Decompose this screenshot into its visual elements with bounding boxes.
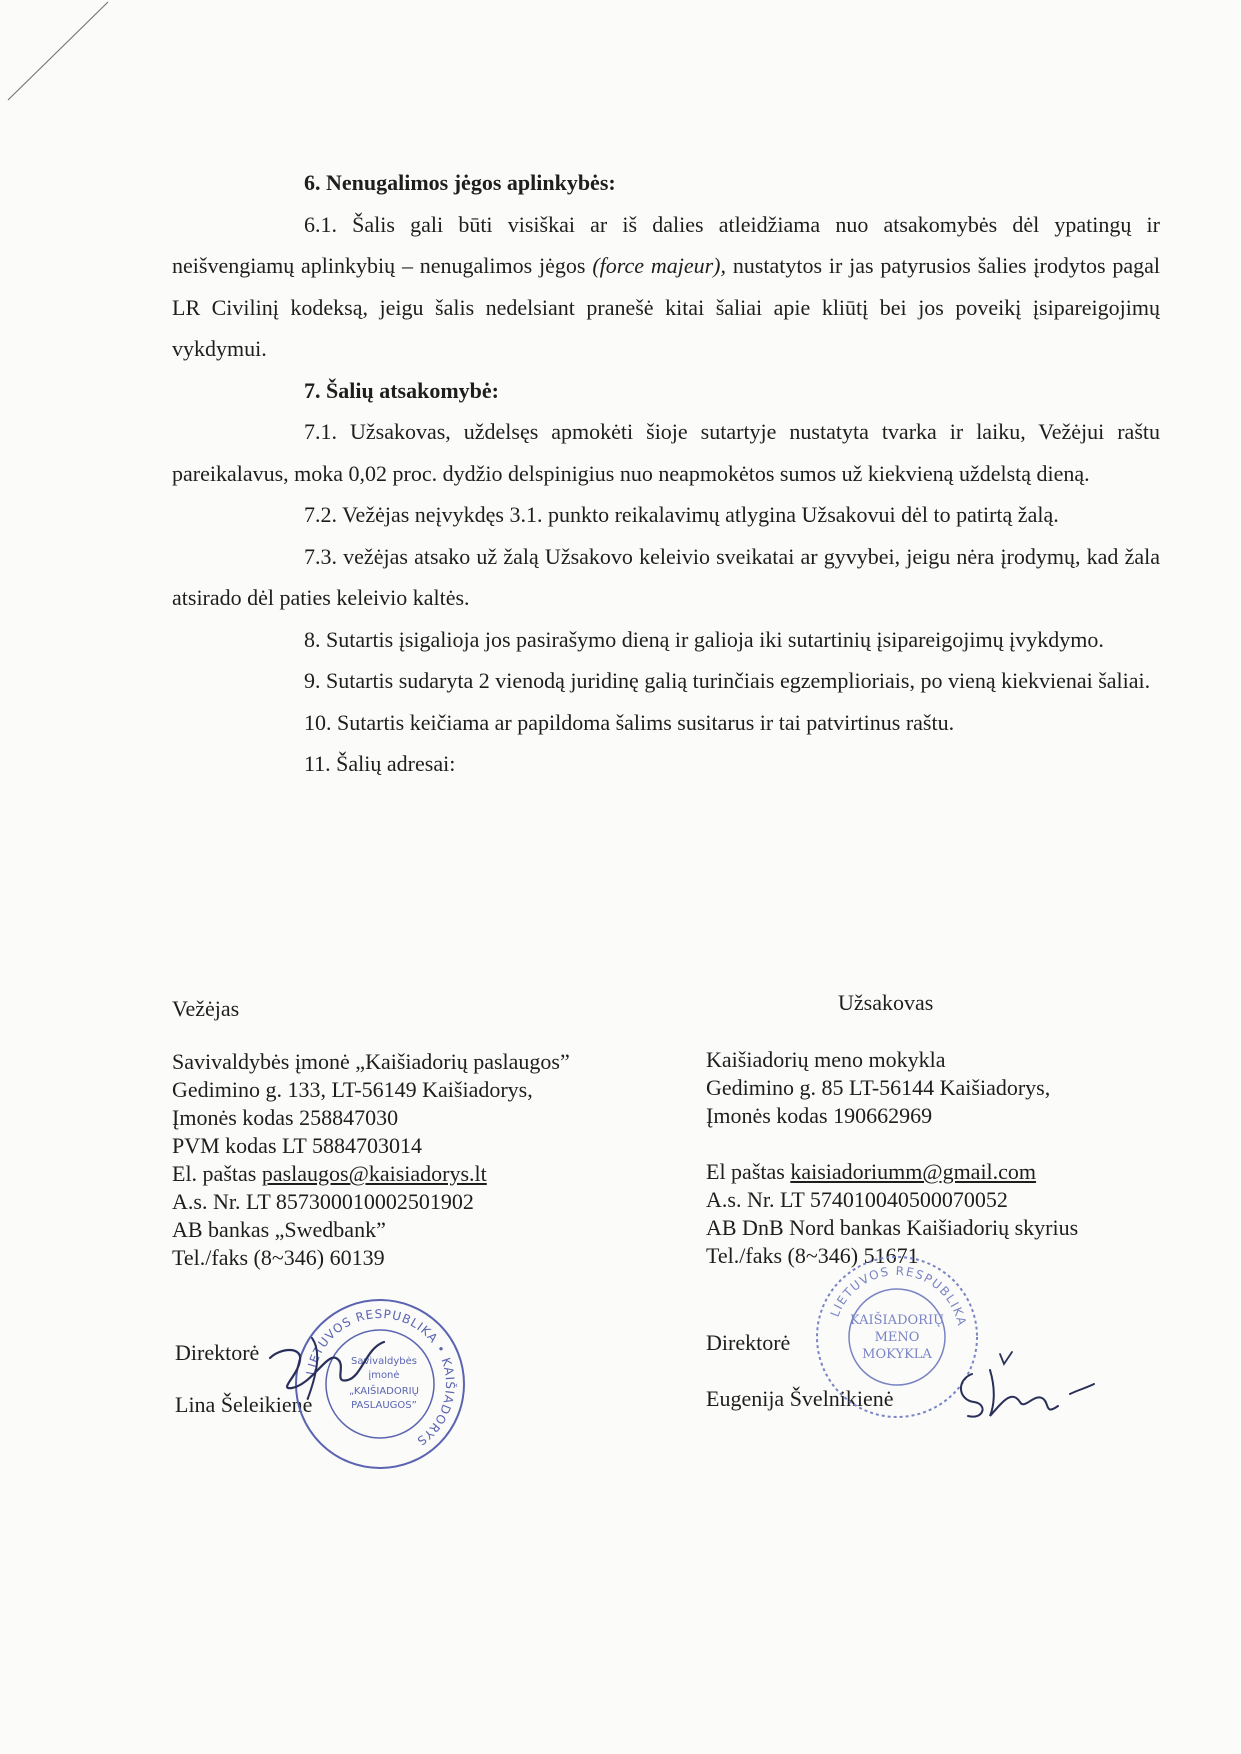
client-email-label: El paštas — [706, 1159, 791, 1184]
clause-8: 8. Sutartis įsigalioja jos pasirašymo dieną ir galioja iki sutartinių įsipareigojimų įvykdymo. — [304, 626, 1104, 652]
client-signature — [950, 1350, 1100, 1430]
carrier-account: A.s. Nr. LT 857300010002501902 — [172, 1189, 474, 1214]
carrier-email-line — [172, 1160, 570, 1188]
carrier-phone: Tel./faks (8~346) 60139 — [172, 1245, 385, 1270]
client-name: Kaišiadorių meno mokykla — [706, 1047, 946, 1072]
carrier-director-name: Lina Šeleikienė — [175, 1392, 313, 1417]
clause-7-2: 7.2. Vežėjas neįvykdęs 3.1. punkto reikalavimų atlygina Užsakovui dėl to patirtą žalą. — [304, 502, 1059, 527]
client-director-label: Direktorė — [706, 1330, 791, 1355]
client-email-line — [706, 1158, 1078, 1186]
client-bank: AB DnB Nord bankas Kaišiadorių skyrius — [706, 1215, 1079, 1240]
client-stamp-line-2: MENO — [874, 1330, 920, 1345]
clause-11: 11. Šalių adresai: — [304, 751, 456, 776]
carrier-vat-code: PVM kodas LT 5884703014 — [172, 1133, 422, 1158]
client-stamp-ring-text: LIETUVOS RESPUBLIKA — [827, 1263, 970, 1329]
carrier-stamp-line-4: PASLAUGOS” — [351, 1400, 417, 1411]
clause-9: 9. Sutartis sudaryta 2 vienodą juridinę galią turinčiais egzemplioriais, po vieną kiekvienai šaliai. — [304, 668, 1151, 693]
carrier-stamp-line-1: Savivaldybės — [351, 1356, 417, 1367]
carrier-bank: AB bankas „Swedbank” — [172, 1217, 386, 1242]
client-account: A.s. Nr. LT 574010040500070052 — [706, 1187, 1008, 1212]
carrier-email-label: El. paštas — [172, 1161, 262, 1186]
carrier-signature — [252, 1318, 402, 1408]
clause-7-3: 7.3. vežėjas atsako už žalą Užsakovo keleivio sveikatai ar gyvybei, jeigu nėra įrodymų, kad žala atsirado dėl paties keleivio kaltės. — [172, 543, 1160, 610]
clause-7-1: 7.1. Užsakovas, uždelsęs apmokėti šioje sutartyje nustatyta tvarka ir laiku, Vežėjui raštu pareikalavus, moka 0,02 proc. dydžio delspinigius nuo neapmokėtos sumos už kiekvieną uždelstą dieną. — [172, 419, 1160, 486]
client-address: Gedimino g. 85 LT-56144 Kaišiadorys, — [706, 1075, 1051, 1100]
client-details — [706, 1046, 1078, 1270]
client-stamp-line-1: KAIŠIADORIŲ — [849, 1313, 945, 1328]
carrier-email-link[interactable]: paslaugos@kaisiadorys.lt — [261, 1161, 487, 1186]
client-email-link[interactable]: kaisiadoriumm@gmail.com — [790, 1159, 1037, 1184]
client-spacer — [706, 1130, 1078, 1158]
carrier-company-code: Įmonės kodas 258847030 — [172, 1105, 399, 1130]
client-company-code: Įmonės kodas 190662969 — [706, 1103, 933, 1128]
carrier-details — [172, 1048, 570, 1272]
carrier-director-label: Direktorė — [175, 1340, 260, 1365]
scan-corner-mark — [0, 0, 130, 130]
section-7-heading: 7. Šalių atsakomybė: — [304, 377, 499, 403]
carrier-address: Gedimino g. 133, LT-56149 Kaišiadorys, — [172, 1077, 533, 1102]
contract-body — [172, 162, 1160, 785]
carrier-title: Vežėjas — [172, 996, 240, 1021]
clause-6-1: 6.1. Šalis gali būti visiškai ar iš dalies atleidžiama nuo atsakomybės dėl ypatingų ir neišvengiamų aplinkybių – nenugalimos jėgos (force majeur), nustatytos ir jas patyrusios šalies įrodytos pagal LR Civilinį kodeksą, jeigu šalis nedelsiant pranešė kitai šaliai apie kliūtį bei jos poveikį įsipareigojimų vykdymui. — [172, 211, 1160, 361]
client-phone: Tel./faks (8~346) 51671 — [706, 1243, 919, 1268]
carrier-stamp-line-2: įmonė — [368, 1370, 400, 1381]
carrier-name: Savivaldybės įmonė „Kaišiadorių paslaugos” — [172, 1049, 570, 1074]
client-director-name: Eugenija Švelnikienė — [706, 1386, 894, 1411]
client-stamp-line-3: MOKYKLA — [862, 1347, 932, 1362]
section-6-heading: 6. Nenugalimos jėgos aplinkybės: — [304, 170, 616, 195]
carrier-stamp-ring-text: LIETUVOS RESPUBLIKA • KAIŠIADORYS — [303, 1306, 458, 1449]
carrier-stamp-line-3: „KAIŠIADORIŲ — [349, 1386, 419, 1397]
clause-10: 10. Sutartis keičiama ar papildoma šalims susitarus ir tai patvirtinus raštu. — [304, 709, 955, 735]
client-title: Užsakovas — [838, 990, 934, 1015]
